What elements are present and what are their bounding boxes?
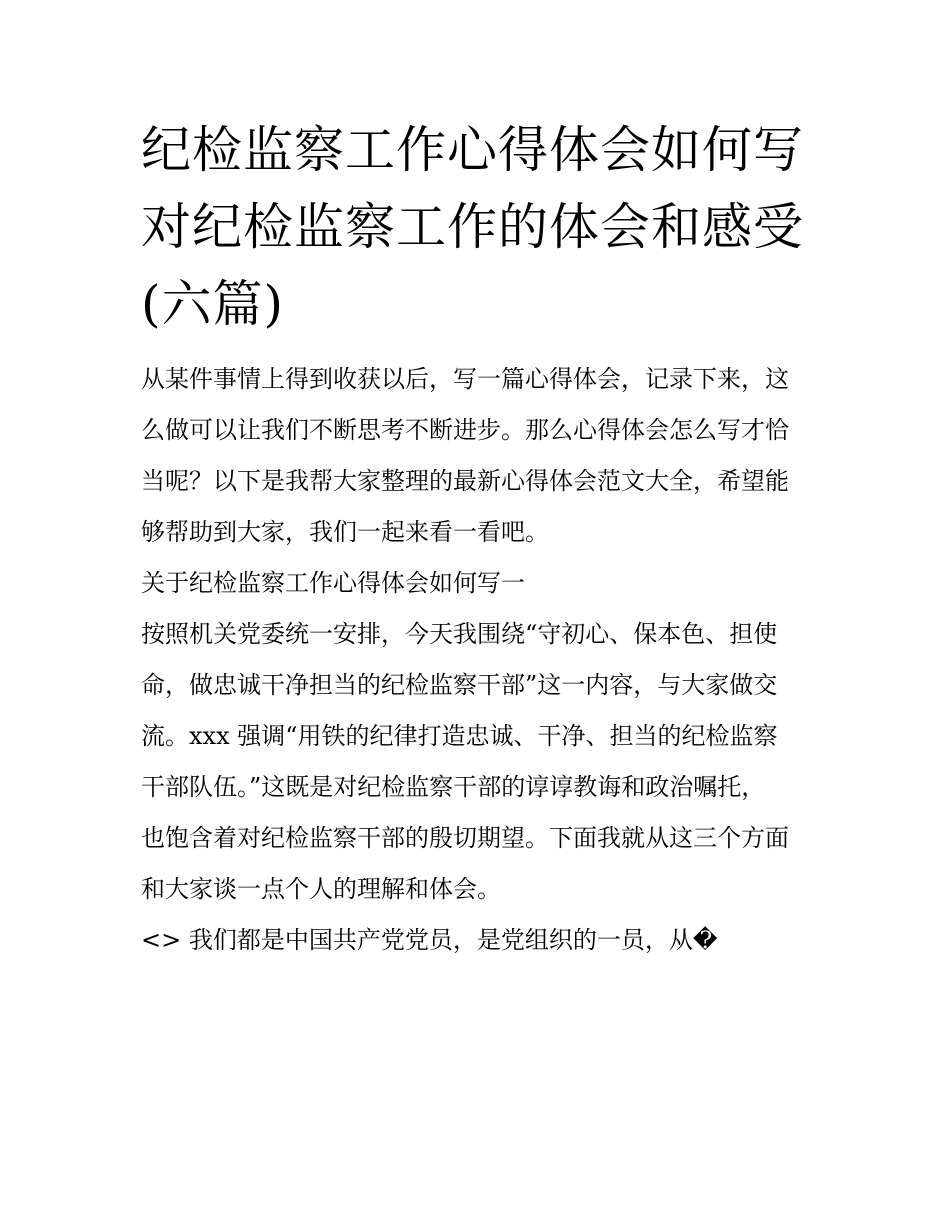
title-line: 对纪检监察工作的体会和感受 <box>141 198 804 256</box>
text-line: 按照机关党委统一安排，今天我围绕“守初心、保本色、担使 <box>141 620 778 648</box>
text-line: <> 我们都是中国共产党党员，是党组织的一员，从� <box>141 926 718 954</box>
truncated-paragraph <box>141 915 831 966</box>
text-line: 从某件事情上得到收获以后，写一篇心得体会，记录下来，这 <box>141 365 789 393</box>
title-line: 纪检监察工作心得体会如何写 <box>141 121 804 179</box>
text-line: 够帮助到大家，我们一起来看一看吧。 <box>141 518 549 546</box>
title-line: (六篇) <box>141 275 285 333</box>
section-heading <box>141 558 831 609</box>
text-line: 命，做忠诚干净担当的纪检监察干部”这一内容，与大家做交 <box>141 671 778 699</box>
document-title <box>141 112 841 343</box>
text-line: 流。xxx 强调“用铁的纪律打造忠诚、干净、担当的纪检监察 <box>141 722 778 750</box>
text-line: 和大家谈一点个人的理解和体会。 <box>141 875 501 903</box>
text-line: 也饱含着对纪检监察干部的殷切期望。下面我就从这三个方面 <box>141 824 789 852</box>
text-line: 当呢？以下是我帮大家整理的最新心得体会范文大全，希望能 <box>141 467 789 495</box>
body-paragraph <box>141 609 831 915</box>
document-body <box>141 354 831 966</box>
text-line: 关于纪检监察工作心得体会如何写一 <box>141 569 525 597</box>
text-line: 干部队伍。”这既是对纪检监察干部的谆谆教诲和政治嘱托， <box>141 773 766 801</box>
intro-paragraph <box>141 354 831 558</box>
text-line: 么做可以让我们不断思考不断进步。那么心得体会怎么写才恰 <box>141 416 789 444</box>
